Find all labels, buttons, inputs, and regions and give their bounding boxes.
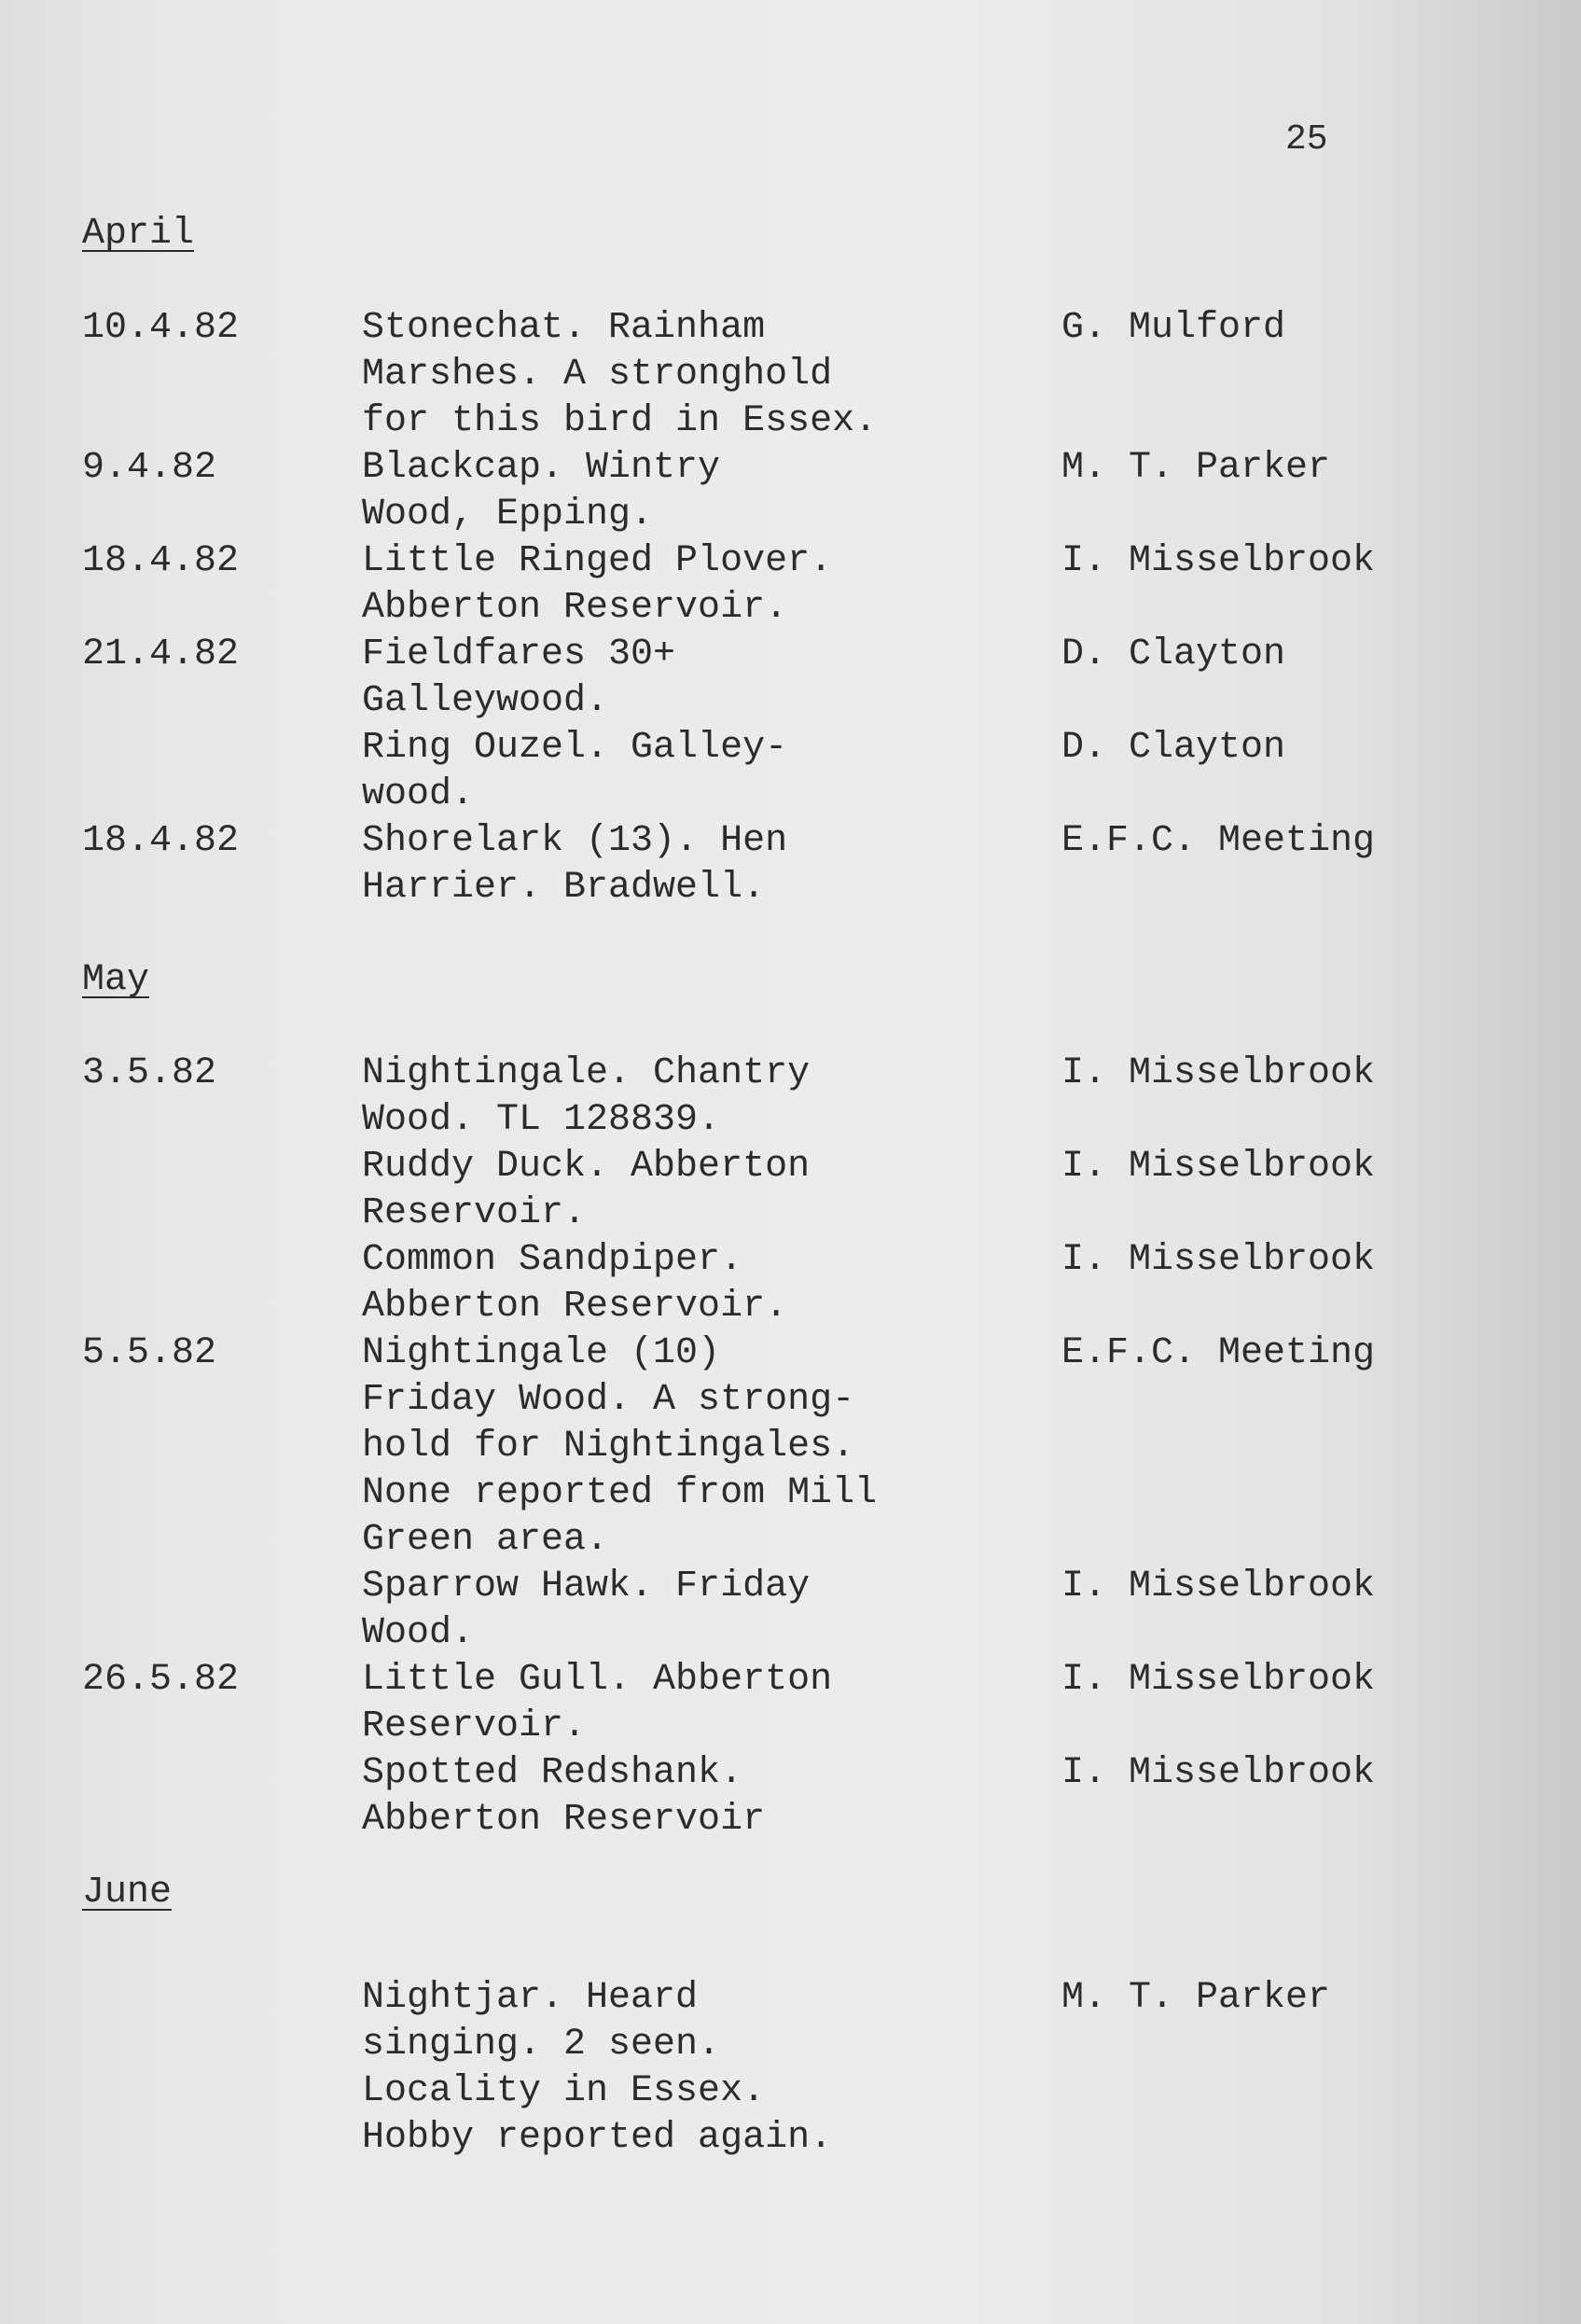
entry-observer: M. T. Parker xyxy=(1061,447,1331,489)
entry-text-line: Stonechat. Rainham xyxy=(362,307,766,349)
entry-date: 3.5.82 xyxy=(82,1052,217,1094)
entry-observer: I. Misselbrook xyxy=(1061,540,1376,582)
section-heading: May xyxy=(82,959,150,1001)
section-heading: April xyxy=(82,213,195,255)
entry-date: 9.4.82 xyxy=(82,447,217,489)
entry-observer: G. Mulford xyxy=(1061,307,1286,349)
entry-text-line: Shorelark (13). Hen xyxy=(362,820,788,862)
section-heading: June xyxy=(82,1872,173,1913)
entry-date: 21.4.82 xyxy=(82,633,240,675)
entry-observer: E.F.C. Meeting xyxy=(1061,1332,1376,1374)
entry-observer: I. Misselbrook xyxy=(1061,1566,1376,1607)
entry-text-line: Locality in Essex. xyxy=(362,2070,766,2112)
entry-text-line: Galleywood. xyxy=(362,680,609,722)
entry-text-line: Reservoir. xyxy=(362,1192,587,1234)
entry-observer: I. Misselbrook xyxy=(1061,1659,1376,1701)
entry-text-line: Marshes. A stronghold xyxy=(362,354,833,396)
entry-date: 26.5.82 xyxy=(82,1659,240,1701)
entry-text-line: Ring Ouzel. Galley- xyxy=(362,727,788,769)
entry-date: 10.4.82 xyxy=(82,307,240,349)
entry-text-line: singing. 2 seen. xyxy=(362,2024,721,2066)
entry-observer: I. Misselbrook xyxy=(1061,1146,1376,1188)
entry-text-line: Hobby reported again. xyxy=(362,2117,833,2159)
entry-observer: I. Misselbrook xyxy=(1061,1752,1376,1794)
entry-text-line: Friday Wood. A strong- xyxy=(362,1379,855,1421)
entry-text-line: Nightingale (10) xyxy=(362,1332,721,1374)
entry-text-line: Common Sandpiper. xyxy=(362,1239,743,1281)
entry-date: 5.5.82 xyxy=(82,1332,217,1374)
entry-text-line: Wood. xyxy=(362,1612,475,1654)
entry-text-line: Wood. TL 128839. xyxy=(362,1099,721,1141)
entry-text-line: Abberton Reservoir. xyxy=(362,1286,788,1328)
entry-text-line: Nightjar. Heard xyxy=(362,1977,699,2019)
entry-text-line: Sparrow Hawk. Friday xyxy=(362,1566,811,1607)
entry-text-line: Abberton Reservoir xyxy=(362,1799,766,1841)
entry-text-line: Spotted Redshank. xyxy=(362,1752,743,1794)
entry-text-line: Abberton Reservoir. xyxy=(362,587,788,629)
entry-observer: M. T. Parker xyxy=(1061,1977,1331,2019)
entry-observer: D. Clayton xyxy=(1061,633,1286,675)
entry-text-line: Ruddy Duck. Abberton xyxy=(362,1146,811,1188)
entry-date: 18.4.82 xyxy=(82,820,240,862)
entry-text-line: hold for Nightingales. xyxy=(362,1426,855,1468)
entry-observer: I. Misselbrook xyxy=(1061,1239,1376,1281)
entry-observer: I. Misselbrook xyxy=(1061,1052,1376,1094)
entry-text-line: Little Ringed Plover. xyxy=(362,540,833,582)
entry-text-line: for this bird in Essex. xyxy=(362,400,878,442)
entry-text-line: Green area. xyxy=(362,1519,609,1561)
page-number: 25 xyxy=(1285,119,1328,160)
entry-text-line: Nightingale. Chantry xyxy=(362,1052,811,1094)
entry-observer: E.F.C. Meeting xyxy=(1061,820,1376,862)
entry-date: 18.4.82 xyxy=(82,540,240,582)
entry-text-line: Fieldfares 30+ xyxy=(362,633,676,675)
entry-text-line: None reported from Mill xyxy=(362,1472,878,1514)
entry-text-line: Wood, Epping. xyxy=(362,494,654,536)
entry-text-line: Reservoir. xyxy=(362,1705,587,1747)
entry-text-line: Little Gull. Abberton xyxy=(362,1659,833,1701)
entry-text-line: Harrier. Bradwell. xyxy=(362,867,766,909)
entry-text-line: Blackcap. Wintry xyxy=(362,447,721,489)
entry-text-line: wood. xyxy=(362,773,475,815)
entry-observer: D. Clayton xyxy=(1061,727,1286,769)
